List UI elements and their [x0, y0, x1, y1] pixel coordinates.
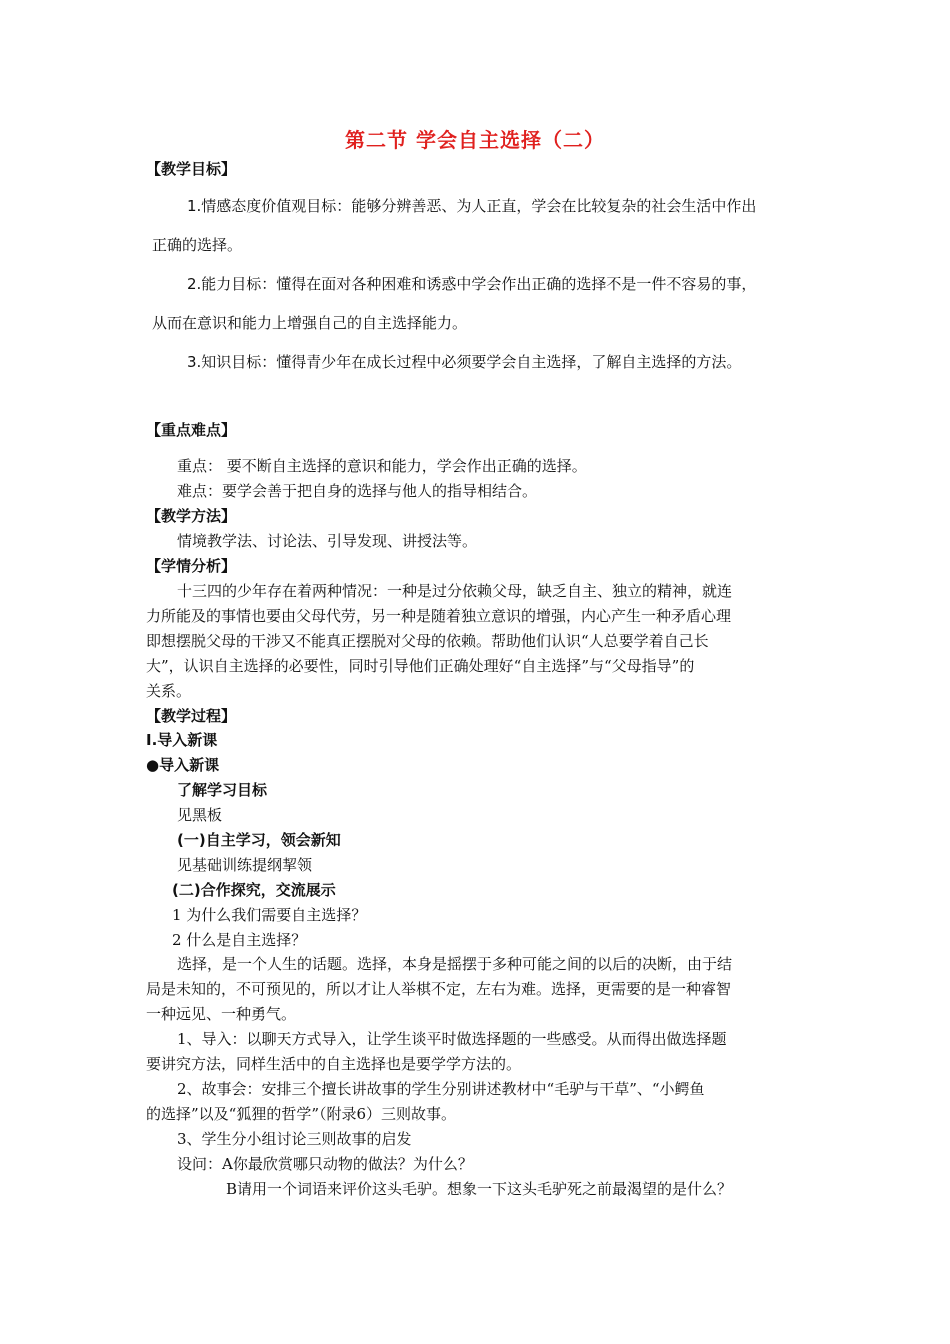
self-study-heading: (一)自主学习，领会新知 — [177, 831, 341, 849]
discuss-text: 3、学生分小组讨论三则故事的启发 — [177, 1130, 412, 1148]
process-heading: 【教学过程】 — [146, 707, 237, 725]
analysis-line: 力所能及的事情也要由父母代劳，另一种是随着独立意识的增强，内心产生一种矛盾心理 — [146, 607, 732, 625]
key-point: 重点： 要不断自主选择的意识和能力，学会作出正确的选择。 — [177, 457, 587, 475]
difficult-point: 难点：要学会善于把自身的选择与他人的指导相结合。 — [177, 482, 538, 500]
method-text: 情境教学法、讨论法、引导发现、讲授法等。 — [177, 532, 478, 550]
page-title: 第二节 学会自主选择（二） — [345, 128, 605, 152]
goal-1-line-1: 1.情感态度价值观目标：能够分辨善恶、为人正直，学会在比较复杂的社会生活中作出 — [187, 197, 757, 215]
method-heading: 【教学方法】 — [146, 507, 237, 525]
learn-goals: 了解学习目标 — [177, 781, 268, 799]
choice-line: 选择，是一个人生的话题。选择，本身是摇摆于多种可能之间的以后的决断，由于结 — [177, 955, 733, 973]
analysis-line: 关系。 — [146, 682, 192, 700]
analysis-line: 十三四的少年存在着两种情况：一种是过分依赖父母，缺乏自主、独立的精神，就连 — [177, 582, 733, 600]
analysis-heading: 【学情分析】 — [146, 557, 237, 575]
intro-line: 要讲究方法，同样生活中的自主选择也是要学学方法的。 — [146, 1055, 522, 1073]
question-a: 设问：A你最欣赏哪只动物的做法？为什么？ — [177, 1155, 473, 1173]
goals-heading: 【教学目标】 — [146, 160, 237, 178]
question-b: B请用一个词语来评价这头毛驴。想象一下这头毛驴死之前最渴望的是什么？ — [226, 1180, 733, 1198]
see-board: 见黑板 — [177, 806, 223, 824]
step-1-title: Ⅰ.导入新课 — [146, 731, 218, 749]
step-1-bullet: ●导入新课 — [146, 756, 220, 774]
question-1: 1 为什么我们需要自主选择？ — [172, 906, 367, 924]
cooperate-heading: (二)合作探究，交流展示 — [172, 881, 336, 899]
goal-2-line-2: 从而在意识和能力上增强自己的自主选择能力。 — [152, 314, 468, 332]
choice-line: 局是未知的，不可预见的，所以才让人举棋不定，左右为难。选择，更需要的是一种睿智 — [146, 980, 732, 998]
goal-1-line-2: 正确的选择。 — [152, 236, 243, 254]
choice-line: 一种远见、一种勇气。 — [146, 1005, 297, 1023]
goal-3-line-1: 3.知识目标：懂得青少年在成长过程中必须要学会自主选择，了解自主选择的方法。 — [187, 353, 742, 371]
see-outline: 见基础训练提纲挈领 — [177, 856, 313, 874]
key-heading: 【重点难点】 — [146, 421, 237, 439]
goal-2-line-1: 2.能力目标：懂得在面对各种困难和诱惑中学会作出正确的选择不是一件不容易的事， — [187, 275, 757, 293]
question-2: 2 什么是自主选择？ — [172, 931, 307, 949]
analysis-line: 即想摆脱父母的干涉又不能真正摆脱对父母的依赖。帮助他们认识“人总要学着自己长 — [146, 632, 709, 650]
analysis-line: 大”，认识自主选择的必要性，同时引导他们正确处理好“自主选择”与“父母指导”的 — [146, 657, 695, 675]
story-line: 的选择”以及“狐狸的哲学”（附录6）三则故事。 — [146, 1105, 457, 1123]
intro-line: 1、导入：以聊天方式导入，让学生谈平时做选择题的一些感受。从而得出做选择题 — [177, 1030, 727, 1048]
story-line: 2、故事会：安排三个擅长讲故事的学生分别讲述教材中“毛驴与干草”、“小鳄鱼 — [177, 1080, 705, 1098]
